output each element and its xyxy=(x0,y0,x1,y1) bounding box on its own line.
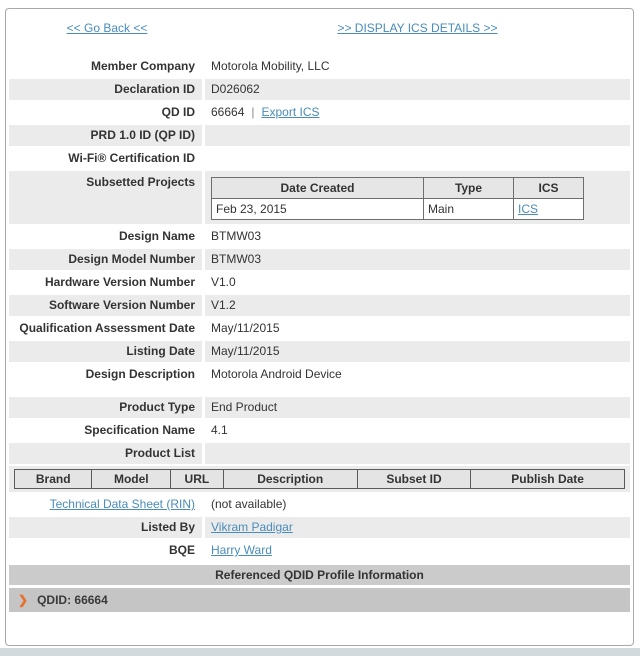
wifi-cert-id-value xyxy=(205,148,630,169)
subsetted-type: Main xyxy=(424,199,514,220)
bqe-label: BQE xyxy=(168,543,195,557)
chevron-right-icon[interactable]: ❯ xyxy=(18,593,29,607)
specification-name-value: 4.1 xyxy=(211,423,228,437)
subsetted-projects-table xyxy=(211,177,584,220)
specification-name-label: Specification Name xyxy=(84,423,195,437)
product-list-value xyxy=(205,443,630,464)
products-table-band xyxy=(9,466,630,492)
design-description-label: Design Description xyxy=(85,367,195,381)
design-description-value: Motorola Android Device xyxy=(211,367,342,381)
qd-id-value: 66664 xyxy=(211,105,245,119)
listed-by-cell xyxy=(205,517,630,538)
products-col-subset-id: Subset ID xyxy=(357,470,470,489)
subsetted-col-ics: ICS xyxy=(514,178,584,199)
row-product-type xyxy=(9,397,630,418)
subsetted-date-created: Feb 23, 2015 xyxy=(212,199,424,220)
products-table xyxy=(14,469,625,489)
listing-date-value: May/11/2015 xyxy=(205,341,630,362)
design-name-value: BTMW03 xyxy=(211,229,262,243)
row-subsetted-projects xyxy=(9,171,630,224)
qualification-assessment-date-label: Qualification Assessment Date xyxy=(19,321,195,335)
display-ics-details-link[interactable]: >> DISPLAY ICS DETAILS >> xyxy=(337,21,498,35)
technical-data-sheet-link[interactable]: Technical Data Sheet (RIN) xyxy=(49,497,195,511)
row-member-company xyxy=(9,56,630,77)
row-product-list xyxy=(9,443,630,464)
products-col-description: Description xyxy=(223,470,357,489)
top-nav xyxy=(9,21,630,35)
row-bqe xyxy=(9,540,630,561)
bqe-link[interactable]: Harry Ward xyxy=(211,543,272,557)
hardware-version-label: Hardware Version Number xyxy=(44,275,195,289)
subsetted-col-type: Type xyxy=(424,178,514,199)
referenced-qdid-header: Referenced QDID Profile Information xyxy=(9,565,630,585)
subsetted-table-row xyxy=(212,199,584,220)
declaration-id-value: D026062 xyxy=(205,79,630,100)
row-technical-data-sheet xyxy=(9,494,630,515)
software-version-value: V1.2 xyxy=(205,295,630,316)
referenced-qdid-label: QDID: 66664 xyxy=(37,593,108,607)
hardware-version-value: V1.0 xyxy=(211,275,236,289)
subsetted-projects-value-cell xyxy=(205,171,630,224)
subsetted-ics-link[interactable]: ICS xyxy=(518,201,539,216)
products-col-brand: Brand xyxy=(15,470,92,489)
row-design-description xyxy=(9,364,630,385)
row-prd-id xyxy=(9,125,630,146)
software-version-label: Software Version Number xyxy=(9,295,202,316)
row-wifi-cert-id xyxy=(9,148,630,169)
prd-id-label: PRD 1.0 ID (QP ID) xyxy=(9,125,202,146)
prd-id-value xyxy=(205,125,630,146)
technical-data-sheet-value: (not available) xyxy=(211,497,287,511)
bqe-cell xyxy=(205,540,630,561)
page-bottom-strip xyxy=(0,648,640,656)
product-type-value: End Product xyxy=(205,397,630,418)
row-listed-by xyxy=(9,517,630,538)
go-back-container xyxy=(9,21,205,35)
qd-id-label: QD ID xyxy=(161,105,195,119)
design-model-number-label: Design Model Number xyxy=(9,249,202,270)
qualification-assessment-date-value: May/11/2015 xyxy=(211,321,280,335)
listed-by-link[interactable]: Vikram Padigar xyxy=(211,520,293,534)
section-spacer xyxy=(9,387,630,397)
products-col-model: Model xyxy=(92,470,171,489)
products-col-publish-date: Publish Date xyxy=(471,470,625,489)
qd-id-value-cell xyxy=(205,102,630,123)
technical-data-sheet-cell xyxy=(9,494,202,515)
design-name-label: Design Name xyxy=(118,229,195,243)
member-company-value: Motorola Mobility, LLC xyxy=(211,59,330,73)
row-specification-name xyxy=(9,420,630,441)
row-qd-id xyxy=(9,102,630,123)
design-model-number-value: BTMW03 xyxy=(205,249,630,270)
qd-id-separator: | xyxy=(251,105,255,119)
subsetted-projects-label: Subsetted Projects xyxy=(9,171,202,224)
member-company-label: Member Company xyxy=(90,59,195,73)
row-listing-date xyxy=(9,341,630,362)
row-hardware-version xyxy=(9,272,630,293)
subsetted-col-date-created: Date Created xyxy=(212,178,424,199)
row-software-version xyxy=(9,295,630,316)
product-type-label: Product Type xyxy=(9,397,202,418)
row-design-name xyxy=(9,226,630,247)
row-declaration-id xyxy=(9,79,630,100)
wifi-cert-id-label: Wi-Fi® Certification ID xyxy=(68,151,195,165)
display-ics-container xyxy=(205,21,630,35)
row-qualification-assessment-date xyxy=(9,318,630,339)
export-ics-link[interactable]: Export ICS xyxy=(261,105,320,119)
products-col-url: URL xyxy=(171,470,223,489)
listing-details-panel xyxy=(5,8,634,646)
referenced-qdid-expander[interactable] xyxy=(9,588,630,612)
row-design-model-number xyxy=(9,249,630,270)
go-back-link[interactable]: << Go Back << xyxy=(66,21,148,35)
listing-date-label: Listing Date xyxy=(9,341,202,362)
product-list-label: Product List xyxy=(9,443,202,464)
listed-by-label: Listed By xyxy=(9,517,202,538)
declaration-id-label: Declaration ID xyxy=(9,79,202,100)
